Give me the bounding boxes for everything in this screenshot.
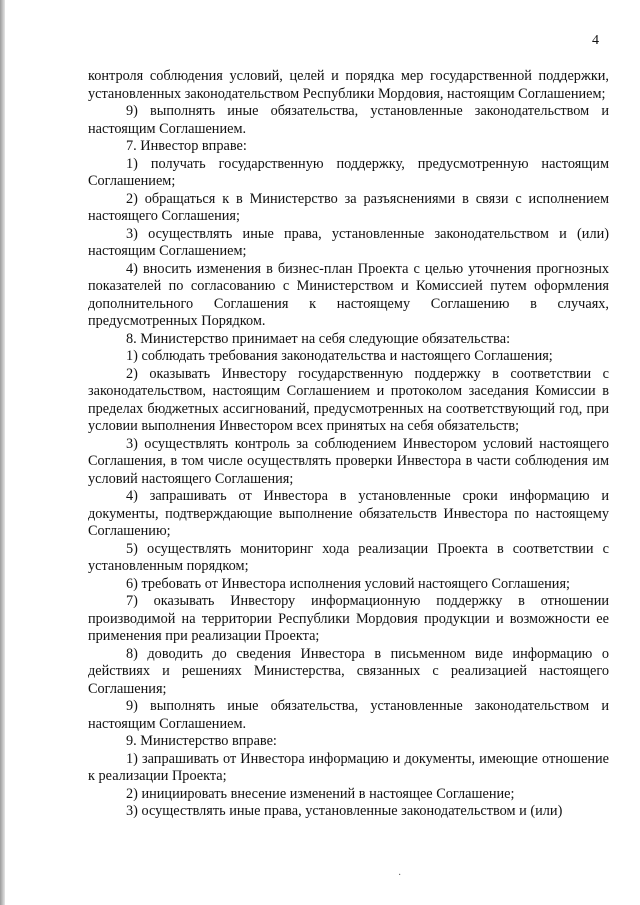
- paragraph: 4) вносить изменения в бизнес-план Проекта с целью уточнения прогнозных показателей по согласованию с Министерством и Комиссией путем оформления дополнительного Соглашения к настоящему Соглашению в случаях, предусмотренных Порядком.: [88, 260, 609, 329]
- paragraph: 3) осуществлять иные права, установленные законодательством и (или) настоящим Соглашением;: [88, 225, 609, 259]
- paragraph: 1) запрашивать от Инвестора информацию и документы, имеющие отношение к реализации Проекта;: [88, 750, 609, 784]
- paragraph: 2) обращаться к в Министерство за разъяснениями в связи с исполнением настоящего Соглашения;: [88, 190, 609, 224]
- paragraph: 2) инициировать внесение изменений в настоящее Соглашение;: [126, 785, 515, 802]
- scan-speck: ·: [398, 870, 402, 881]
- paragraph: 1) соблюдать требования законодательства и настоящего Соглашения;: [126, 348, 553, 364]
- paragraph: 3) осуществлять контроль за соблюдением Инвестором условий настоящего Соглашения, в том числе осуществлять проверки Инвестора в части соблюдения им условий настоящего Соглашения;: [88, 435, 609, 487]
- paragraph: 6) требовать от Инвестора исполнения условий настоящего Соглашения;: [126, 575, 570, 592]
- paragraph: контроля соблюдения условий, целей и порядка мер государственной поддержки, установленных законодательством Республики Мордовия, настоящим Соглашением;: [88, 68, 609, 102]
- section-heading: 7. Инвестор вправе:: [126, 138, 247, 154]
- paragraph: 5) осуществлять мониторинг хода реализации Проекта в соответствии с установленным порядком;: [88, 540, 609, 574]
- paragraph: 9) выполнять иные обязательства, установленные законодательством и настоящим Соглашением.: [88, 698, 609, 732]
- scan-left-edge: [0, 0, 5, 905]
- paragraph: 7) оказывать Инвестору информационную поддержку в отношении производимой на территории Республики Мордовия продукции и возможности ее применения при реализации Проекта;: [88, 593, 609, 644]
- document-body: [88, 68, 609, 821]
- page-number: 4: [592, 33, 599, 48]
- paragraph: 1) получать государственную поддержку, предусмотренную настоящим Соглашением;: [88, 155, 609, 189]
- paragraph: 8) доводить до сведения Инвестора в письменном виде информацию о действиях и решениях Министерства, связанных с реализацией настоящего Соглашения;: [88, 645, 609, 697]
- section-heading: 9. Министерство вправе:: [126, 733, 277, 749]
- paragraph: 3) осуществлять иные права, установленные законодательством и (или): [126, 803, 563, 819]
- paragraph: 4) запрашивать от Инвестора в установленные сроки информацию и документы, подтверждающие выполнение обязательств Инвестора по настоящему Соглашению;: [88, 488, 609, 539]
- section-heading: 8. Министерство принимает на себя следующие обязательства:: [126, 330, 511, 347]
- paragraph: 9) выполнять иные обязательства, установленные законодательством и настоящим Соглашением.: [88, 103, 609, 137]
- paragraph: 2) оказывать Инвестору государственную поддержку в соответствии с законодательством, настоящим Соглашением и протоколом заседания Комиссии в пределах бюджетных ассигнований, предусмотренных на соответствующий год, при условии выполнения Инвестором всех принятых на себя обязательств;: [88, 365, 609, 434]
